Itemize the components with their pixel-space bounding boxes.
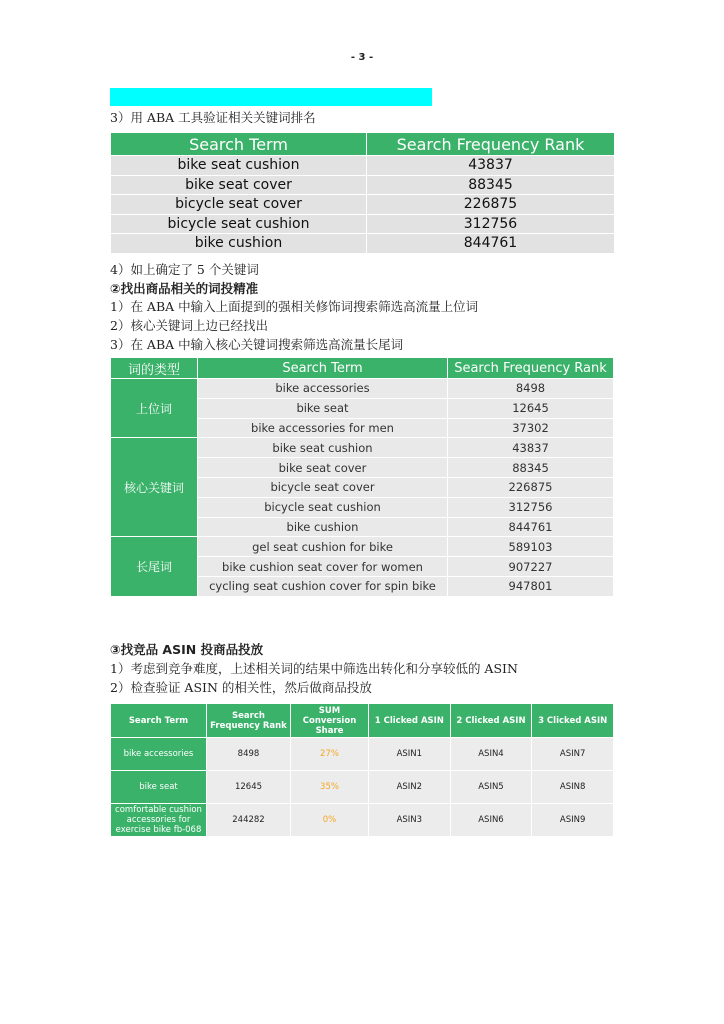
table-cell: 226875 [367, 195, 615, 215]
table-cell: bike accessories [111, 738, 207, 771]
section-heading: ③找竞品 ASIN 投商品投放 [110, 642, 264, 657]
table-cell: gel seat cushion for bike [198, 537, 448, 557]
table-cell: 27% [291, 738, 369, 771]
table-cell: bike seat cushion [198, 438, 448, 458]
table-row [111, 804, 614, 837]
table-cell: bike seat cushion [111, 156, 367, 176]
table-cell: bike accessories for men [198, 418, 448, 438]
page-number: - 3 - [350, 52, 374, 63]
step-line: 2）检查验证 ASIN 的相关性，然后做商品投放 [110, 680, 372, 695]
category-cell: 长尾词 [111, 537, 198, 596]
table-row [111, 379, 614, 399]
table-row [111, 537, 614, 557]
table-cell: ASIN7 [532, 738, 614, 771]
table-cell: 88345 [448, 458, 614, 478]
category-cell: 核心关键词 [111, 438, 198, 537]
step-line: 4）如上确定了 5 个关键词 [110, 262, 259, 277]
table-cell: 244282 [207, 804, 291, 837]
table-cell: ASIN8 [532, 771, 614, 804]
table-cell: ASIN2 [369, 771, 451, 804]
table-cell: 0% [291, 804, 369, 837]
step-line: 2）核心关键词上边已经找出 [110, 318, 268, 333]
step-line: 1）考虑到竞争难度，上述相关词的结果中筛选出转化和分享较低的 ASIN [110, 661, 518, 676]
table-cell: ASIN3 [369, 804, 451, 837]
table-cell: 844761 [367, 234, 615, 254]
table-row [111, 156, 615, 176]
table-cell: 12645 [448, 398, 614, 418]
table-cell: 8498 [207, 738, 291, 771]
table-row [111, 175, 615, 195]
table-cell: 43837 [448, 438, 614, 458]
table-cell: 312756 [448, 497, 614, 517]
table-cell: ASIN4 [450, 738, 532, 771]
table-cell: 226875 [448, 477, 614, 497]
table-cell: 589103 [448, 537, 614, 557]
keyword-rank-table [110, 132, 615, 254]
table-cell: 844761 [448, 517, 614, 537]
table-cell: ASIN6 [450, 804, 532, 837]
table-row [111, 438, 614, 458]
step-line: 1）在 ABA 中输入上面提到的强相关修饰词搜索筛选高流量上位词 [110, 299, 479, 314]
table-cell: bike seat cover [198, 458, 448, 478]
table-cell: cycling seat cushion cover for spin bike [198, 576, 448, 596]
highlight-bar [110, 88, 432, 106]
table-cell: 312756 [367, 214, 615, 234]
table-cell: ASIN5 [450, 771, 532, 804]
table-cell: 43837 [367, 156, 615, 176]
table-row [111, 234, 615, 254]
table-cell: 35% [291, 771, 369, 804]
table-cell: bicycle seat cover [111, 195, 367, 215]
table-header: SUM Conversion Share [291, 704, 369, 738]
table-header: 3 Clicked ASIN [532, 704, 614, 738]
table-row [111, 738, 614, 771]
keyword-type-table [110, 357, 614, 597]
category-cell: 上位词 [111, 379, 198, 438]
asin-table [110, 703, 614, 837]
table-header: 词的类型 [111, 358, 198, 379]
table-header: Search Frequency Rank [448, 358, 614, 379]
table-header: Search Term [111, 704, 207, 738]
table-cell: bike cushion [111, 234, 367, 254]
table-cell: bike seat cover [111, 175, 367, 195]
table-cell: bike seat [111, 771, 207, 804]
table-header: Search Frequency Rank [207, 704, 291, 738]
table-cell: bike seat [198, 398, 448, 418]
table-cell: 947801 [448, 576, 614, 596]
table-cell: bike cushion [198, 517, 448, 537]
table-row [111, 771, 614, 804]
table-row [111, 214, 615, 234]
table-cell: 37302 [448, 418, 614, 438]
step-line: 3）用 ABA 工具验证相关关键词排名 [110, 110, 316, 125]
table-cell: comfortable cushion accessories for exercise bike fb-068 [111, 804, 207, 837]
table-cell: bicycle seat cushion [198, 497, 448, 517]
table-cell: ASIN1 [369, 738, 451, 771]
table-header: Search Frequency Rank [367, 133, 615, 156]
step-line: 3）在 ABA 中输入核心关键词搜索筛选高流量长尾词 [110, 337, 404, 352]
table-header: Search Term [111, 133, 367, 156]
table-cell: 907227 [448, 557, 614, 577]
section-heading: ②找出商品相关的词投精准 [110, 281, 259, 296]
table-cell: 88345 [367, 175, 615, 195]
table-cell: 12645 [207, 771, 291, 804]
table-row [111, 195, 615, 215]
table-cell: bike accessories [198, 379, 448, 399]
table-header: 1 Clicked ASIN [369, 704, 451, 738]
table-cell: ASIN9 [532, 804, 614, 837]
table-header: 2 Clicked ASIN [450, 704, 532, 738]
table-cell: bike cushion seat cover for women [198, 557, 448, 577]
table-header: Search Term [198, 358, 448, 379]
table-cell: bicycle seat cushion [111, 214, 367, 234]
table-cell: bicycle seat cover [198, 477, 448, 497]
table-cell: 8498 [448, 379, 614, 399]
